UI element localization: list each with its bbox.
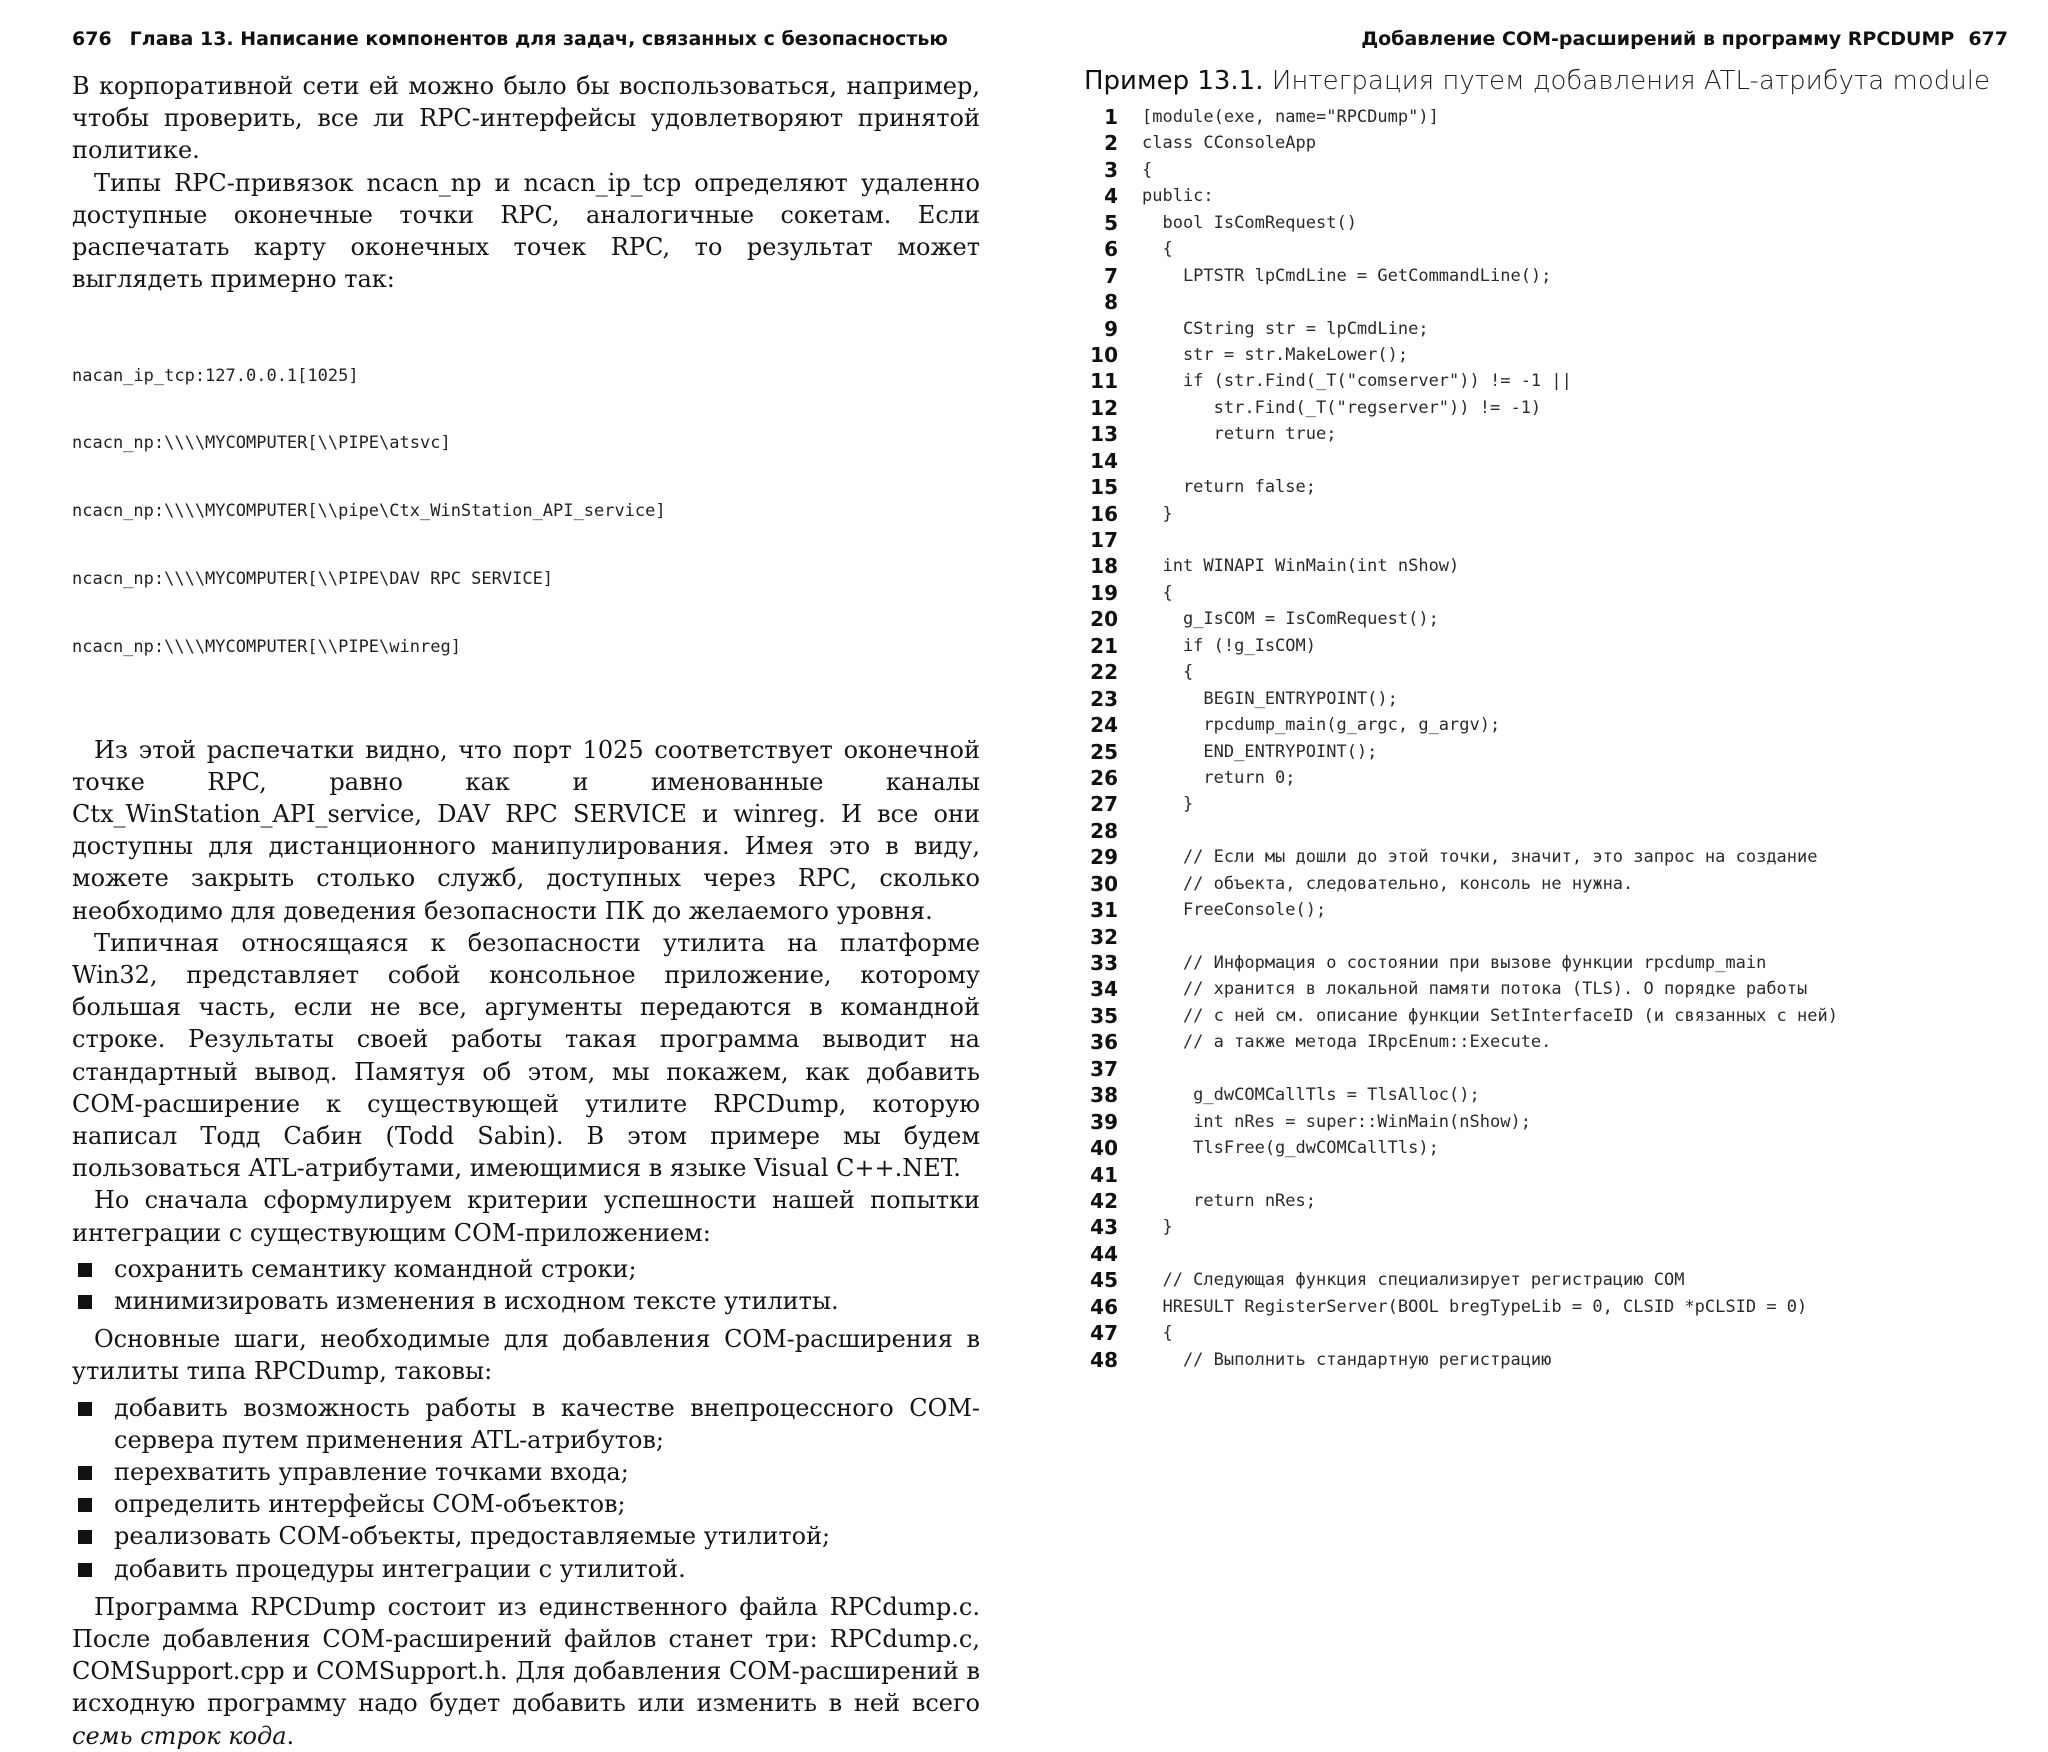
list-item: добавить возможность работы в качестве внепроцессного COM-сервера путем применения ATL-атрибутов; bbox=[72, 1392, 980, 1456]
listing-line bbox=[1084, 263, 2024, 289]
code-text: { bbox=[1142, 662, 1194, 683]
code-text: return true; bbox=[1142, 424, 1337, 445]
code-text: bool IsComRequest() bbox=[1142, 212, 1357, 233]
line-number: 44 bbox=[1090, 1241, 1118, 1266]
listing-line bbox=[1084, 1056, 2024, 1082]
endpoint-code-block bbox=[72, 319, 980, 703]
paragraph: Программа RPCDump состоит из единственного файла RPCdump.c. После добавления COM-расширений файлов станет три: RPCdump.c, COMSupport.cpp и COMSupport.h. Для добавления COM-расширений в исходную программу надо будет добавить или изменить в ней всего семь строк кода. bbox=[72, 1592, 980, 1750]
example-caption: Интеграция путем добавления ATL-атрибута module bbox=[1271, 66, 1990, 96]
code-text: // объекта, следовательно, консоль не нужна. bbox=[1142, 873, 1634, 894]
code-listing bbox=[1084, 104, 2024, 1373]
listing-line bbox=[1084, 395, 2024, 421]
paragraph: Типичная относящаяся к безопасности утилита на платформе Win32, представляет собой консольное приложение, которому большая часть, если не все, аргументы передаются в командной строке. Результаты своей работы такая программа выводит на стандартный вывод. Памятуя об этом, мы покажем, как добавить COM-расширение к существующей утилите RPCDump, которую написал Тодд Сабин (Todd Sabin). В этом примере мы будем пользоваться ATL-атрибутами, имеющимися в языке Visual C++.NET. bbox=[72, 928, 980, 1183]
listing-line bbox=[1084, 527, 2024, 553]
listing-line bbox=[1084, 289, 2024, 315]
line-number: 43 bbox=[1090, 1215, 1118, 1240]
code-text: // а также метода IRpcEnum::Execute. bbox=[1142, 1032, 1552, 1053]
line-number: 29 bbox=[1090, 845, 1118, 870]
code-text: BEGIN_ENTRYPOINT(); bbox=[1142, 688, 1398, 709]
listing-line bbox=[1084, 104, 2024, 130]
listing-line bbox=[1084, 130, 2024, 156]
line-number: 37 bbox=[1090, 1056, 1118, 1081]
listing-line bbox=[1084, 236, 2024, 262]
line-number: 35 bbox=[1090, 1003, 1118, 1028]
line-number: 23 bbox=[1090, 686, 1118, 711]
listing-line bbox=[1084, 844, 2024, 870]
code-text: int nRes = super::WinMain(nShow); bbox=[1142, 1111, 1531, 1132]
code-text: } bbox=[1142, 1217, 1173, 1238]
code-text: END_ENTRYPOINT(); bbox=[1142, 741, 1378, 762]
left-body bbox=[72, 70, 980, 1752]
line-number: 7 bbox=[1104, 263, 1118, 288]
line-number: 36 bbox=[1090, 1030, 1118, 1055]
listing-line bbox=[1084, 421, 2024, 447]
listing-line bbox=[1084, 1347, 2024, 1373]
line-number: 10 bbox=[1090, 342, 1118, 367]
code-text: LPTSTR lpCmdLine = GetCommandLine(); bbox=[1142, 265, 1552, 286]
listing-line bbox=[1084, 950, 2024, 976]
example-label: Пример 13.1. bbox=[1084, 66, 1264, 96]
code-text: } bbox=[1142, 503, 1173, 524]
line-number: 19 bbox=[1090, 580, 1118, 605]
line-number: 16 bbox=[1090, 501, 1118, 526]
listing-line bbox=[1084, 606, 2024, 632]
line-number: 40 bbox=[1090, 1136, 1118, 1161]
listing-line bbox=[1084, 1003, 2024, 1029]
listing-line bbox=[1084, 871, 2024, 897]
code-text: int WINAPI WinMain(int nShow) bbox=[1142, 556, 1460, 577]
paragraph: Основные шаги, необходимые для добавления COM-расширения в утилиты типа RPCDump, таковы: bbox=[72, 1325, 980, 1386]
line-number: 18 bbox=[1090, 554, 1118, 579]
code-text: // Выполнить стандартную регистрацию bbox=[1142, 1349, 1552, 1370]
listing-line bbox=[1084, 686, 2024, 712]
list-item: добавить процедуры интеграции с утилитой. bbox=[72, 1553, 980, 1585]
line-number: 6 bbox=[1104, 237, 1118, 262]
listing-line bbox=[1084, 368, 2024, 394]
line-number: 11 bbox=[1090, 369, 1118, 394]
example-title bbox=[1084, 66, 1990, 96]
paragraph: Из этой распечатки видно, что порт 1025 соответствует оконечной точке RPC, равно как и именованные каналы Ctx_WinStation_API_service, DAV RPC SERVICE и winreg. И все они доступны для дистанционного манипулирования. Имея это в виду, можете закрыть столько служб, доступных через RPC, сколько необходимо для доведения безопасности ПК до желаемого уровня. bbox=[72, 735, 980, 925]
listing-line bbox=[1084, 897, 2024, 923]
listing-line bbox=[1084, 1109, 2024, 1135]
line-number: 3 bbox=[1104, 157, 1118, 182]
code-text: TlsFree(g_dwCOMCallTls); bbox=[1142, 1138, 1439, 1159]
listing-line bbox=[1084, 316, 2024, 342]
code-line: ncacn_np:\\\\MYCOMPUTER[\\PIPE\atsvc] bbox=[72, 433, 451, 454]
code-text: // Следующая функция специализирует регистрацию COM bbox=[1142, 1270, 1685, 1291]
line-number: 22 bbox=[1090, 660, 1118, 685]
line-number: 2 bbox=[1104, 131, 1118, 156]
listing-line bbox=[1084, 1082, 2024, 1108]
line-number: 15 bbox=[1090, 475, 1118, 500]
code-text: str.Find(_T("regserver")) != -1) bbox=[1142, 397, 1542, 418]
line-number: 13 bbox=[1090, 422, 1118, 447]
line-number: 48 bbox=[1090, 1347, 1118, 1372]
criteria-list bbox=[72, 1253, 980, 1317]
line-number: 27 bbox=[1090, 792, 1118, 817]
listing-line bbox=[1084, 659, 2024, 685]
line-number: 42 bbox=[1090, 1188, 1118, 1213]
line-number: 47 bbox=[1090, 1321, 1118, 1346]
listing-line bbox=[1084, 342, 2024, 368]
listing-line bbox=[1084, 1241, 2024, 1267]
listing-line bbox=[1084, 580, 2024, 606]
listing-line bbox=[1084, 712, 2024, 738]
line-number: 21 bbox=[1090, 633, 1118, 658]
listing-line bbox=[1084, 448, 2024, 474]
code-text: // хранится в локальной памяти потока (TLS). О порядке работы bbox=[1142, 979, 1808, 1000]
code-text: } bbox=[1142, 794, 1194, 815]
code-text: // с ней см. описание функции SetInterfaceID (и связанных с ней) bbox=[1142, 1005, 1838, 1026]
bullet-square-icon bbox=[78, 1466, 92, 1480]
code-text: // Информация о состоянии при вызове функции rpcdump_main bbox=[1142, 953, 1767, 973]
line-number: 38 bbox=[1090, 1083, 1118, 1108]
list-item: реализовать COM-объекты, предоставляемые утилитой; bbox=[72, 1520, 980, 1552]
left-page bbox=[0, 0, 1024, 1750]
line-number: 41 bbox=[1090, 1162, 1118, 1187]
left-running-head bbox=[72, 28, 948, 58]
code-text: // Если мы дошли до этой точки, значит, это запрос на создание bbox=[1142, 847, 1818, 868]
line-number: 9 bbox=[1104, 316, 1118, 341]
code-line: ncacn_np:\\\\MYCOMPUTER[\\pipe\Ctx_WinStation_API_service] bbox=[72, 501, 666, 522]
code-text: if (str.Find(_T("comserver")) != -1 || bbox=[1142, 371, 1572, 392]
list-item: сохранить семантику командной строки; bbox=[72, 1253, 980, 1285]
code-line: ncacn_np:\\\\MYCOMPUTER[\\PIPE\DAV RPC SERVICE] bbox=[72, 568, 554, 589]
code-text: [module(exe, name="RPCDump")] bbox=[1142, 107, 1439, 127]
code-text: if (!g_IsCOM) bbox=[1142, 635, 1316, 656]
left-page-number: 676 bbox=[72, 28, 112, 50]
line-number: 8 bbox=[1104, 290, 1118, 315]
listing-line bbox=[1084, 1135, 2024, 1161]
paragraph: Типы RPC-привязок ncacn_np и ncacn_ip_tcp определяют удаленно доступные оконечные точки RPC, аналогичные сокетам. Если распечатать карту оконечных точек RPC, то результат может выглядеть примерно так: bbox=[72, 168, 980, 294]
code-text: { bbox=[1142, 1323, 1173, 1344]
line-number: 32 bbox=[1090, 924, 1118, 949]
code-text: { bbox=[1142, 159, 1153, 180]
line-number: 26 bbox=[1090, 765, 1118, 790]
listing-line bbox=[1084, 1162, 2024, 1188]
line-number: 46 bbox=[1090, 1294, 1118, 1319]
line-number: 39 bbox=[1090, 1109, 1118, 1134]
listing-line bbox=[1084, 501, 2024, 527]
line-number: 30 bbox=[1090, 871, 1118, 896]
listing-line bbox=[1084, 924, 2024, 950]
steps-list bbox=[72, 1392, 980, 1585]
line-number: 1 bbox=[1104, 105, 1118, 129]
listing-line bbox=[1084, 791, 2024, 817]
bullet-square-icon bbox=[78, 1563, 92, 1577]
bullet-square-icon bbox=[78, 1530, 92, 1544]
emphasis: семь строк кода bbox=[72, 1721, 287, 1750]
listing-line bbox=[1084, 1320, 2024, 1346]
listing-line bbox=[1084, 1188, 2024, 1214]
right-running-title: Добавление COM-расширений в программу RPCDUMP bbox=[1361, 28, 1955, 50]
listing-line bbox=[1084, 1214, 2024, 1240]
code-text: return false; bbox=[1142, 477, 1316, 498]
line-number: 5 bbox=[1104, 210, 1118, 235]
right-page-number: 677 bbox=[1968, 28, 2008, 50]
bullet-square-icon bbox=[78, 1295, 92, 1309]
right-running-head bbox=[1361, 28, 2008, 58]
code-text: class CConsoleApp bbox=[1142, 133, 1316, 154]
bullet-square-icon bbox=[78, 1498, 92, 1512]
code-text: rpcdump_main(g_argc, g_argv); bbox=[1142, 715, 1501, 736]
listing-line bbox=[1084, 1294, 2024, 1320]
listing-line bbox=[1084, 633, 2024, 659]
line-number: 34 bbox=[1090, 977, 1118, 1002]
left-running-title: Глава 13. Написание компонентов для задач, связанных с безопасностью bbox=[129, 28, 948, 50]
code-text: return 0; bbox=[1142, 767, 1296, 788]
code-line: nacan_ip_tcp:127.0.0.1[1025] bbox=[72, 365, 359, 386]
listing-line bbox=[1084, 739, 2024, 765]
listing-line bbox=[1084, 1267, 2024, 1293]
line-number: 45 bbox=[1090, 1268, 1118, 1293]
line-number: 28 bbox=[1090, 818, 1118, 843]
code-text: public: bbox=[1142, 186, 1214, 207]
paragraph: В корпоративной сети ей можно было бы воспользоваться, например, чтобы проверить, все ли RPC-интерфейсы удовлетворяют принятой политике. bbox=[72, 72, 980, 165]
listing-line bbox=[1084, 818, 2024, 844]
listing-line bbox=[1084, 474, 2024, 500]
line-number: 14 bbox=[1090, 448, 1118, 473]
code-text: { bbox=[1142, 239, 1173, 260]
bullet-square-icon bbox=[78, 1263, 92, 1277]
list-item: минимизировать изменения в исходном тексте утилиты. bbox=[72, 1285, 980, 1317]
code-text: return nRes; bbox=[1142, 1190, 1316, 1211]
listing-line bbox=[1084, 765, 2024, 791]
paragraph: Но сначала сформулируем критерии успешности нашей попытки интеграции с существующим COM-приложением: bbox=[72, 1186, 980, 1247]
line-number: 17 bbox=[1090, 528, 1118, 552]
listing-line bbox=[1084, 157, 2024, 183]
line-number: 4 bbox=[1104, 184, 1118, 209]
listing-line bbox=[1084, 976, 2024, 1002]
listing-line bbox=[1084, 183, 2024, 209]
line-number: 24 bbox=[1090, 713, 1118, 738]
line-number: 25 bbox=[1090, 739, 1118, 764]
bullet-square-icon bbox=[78, 1402, 92, 1416]
list-item: определить интерфейсы COM-объектов; bbox=[72, 1488, 980, 1520]
code-text: g_IsCOM = IsComRequest(); bbox=[1142, 609, 1439, 630]
line-number: 31 bbox=[1090, 898, 1118, 923]
listing-line bbox=[1084, 1029, 2024, 1055]
line-number: 33 bbox=[1090, 951, 1118, 975]
listing-line bbox=[1084, 210, 2024, 236]
line-number: 12 bbox=[1090, 395, 1118, 420]
code-text: { bbox=[1142, 582, 1173, 603]
code-text: str = str.MakeLower(); bbox=[1142, 344, 1409, 365]
listing-line bbox=[1084, 553, 2024, 579]
code-text: FreeConsole(); bbox=[1142, 900, 1327, 921]
code-text: HRESULT RegisterServer(BOOL bregTypeLib = 0, CLSID *pCLSID = 0) bbox=[1142, 1296, 1808, 1317]
right-page bbox=[1024, 0, 2048, 1447]
code-line: ncacn_np:\\\\MYCOMPUTER[\\PIPE\winreg] bbox=[72, 636, 461, 657]
code-text: CString str = lpCmdLine; bbox=[1142, 318, 1429, 339]
code-text: g_dwCOMCallTls = TlsAlloc(); bbox=[1142, 1085, 1480, 1106]
list-item: перехватить управление точками входа; bbox=[72, 1456, 980, 1488]
line-number: 20 bbox=[1090, 607, 1118, 632]
